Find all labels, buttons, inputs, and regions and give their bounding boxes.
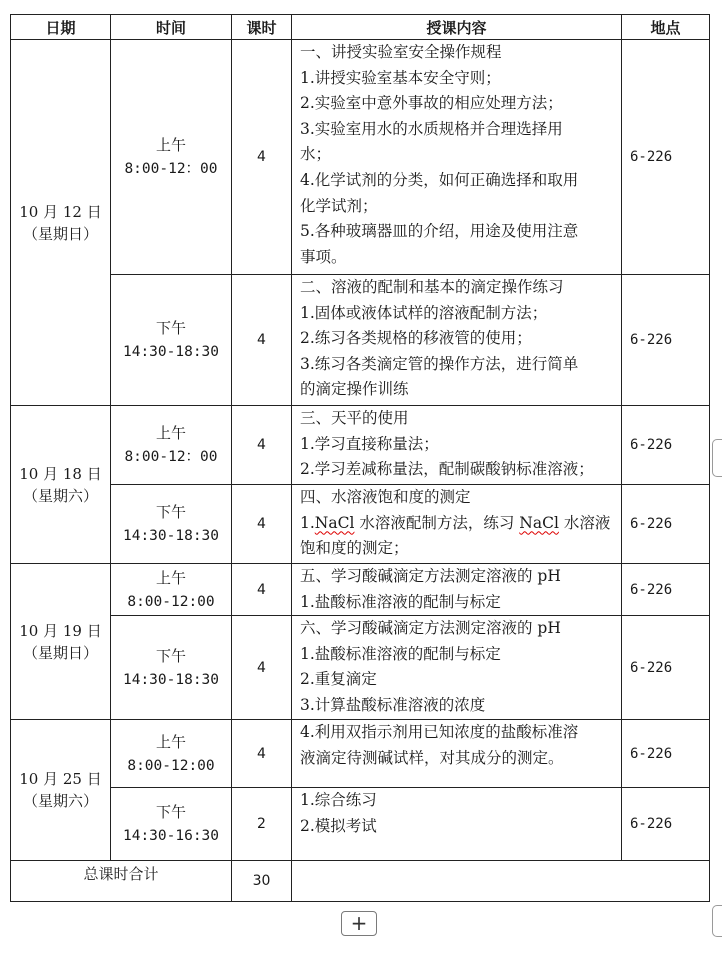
period-text: 下午 [155,646,186,665]
table-row [11,40,710,275]
hours-cell: 4 [232,485,292,564]
content-line: 1.NaCl 水溶液配制方法，练习 NaCl 水溶液 [300,513,611,532]
content-line: 饱和度的测定； [300,539,409,558]
add-row-button[interactable] [341,911,377,936]
location-cell: 6-226 [622,564,710,616]
content-line: 5.各种玻璃器皿的介绍，用途及使用注意 [300,222,579,241]
date-text: 10 月 25 日 [19,770,102,789]
date-cell [11,40,111,406]
location-cell: 6-226 [622,275,710,406]
table-row [11,788,710,861]
content-cell [292,564,622,616]
content-line: 化学试剂； [300,196,378,215]
period-text: 下午 [155,503,186,521]
clock-text: 8:00-12：00 [124,161,218,177]
weekday-text: （星期日） [22,643,98,662]
clock-text: 14:30-18:30 [122,671,220,688]
content-line: 一、讲授实验室安全操作规程 [300,43,502,61]
period-text: 上午 [155,732,186,751]
hours-cell: 4 [232,720,292,788]
table-row [11,406,710,485]
content-line: 三、天平的使用 [300,409,409,427]
header-time: 时间 [111,15,232,40]
total-hours: 30 [232,861,292,902]
hours-cell: 4 [232,406,292,485]
content-line: 2.重复滴定 [300,670,377,689]
total-label: 总课时合计 [11,861,232,902]
location-cell: 6-226 [622,616,710,720]
hours-cell: 4 [232,616,292,720]
location-cell: 6-226 [622,406,710,485]
content-line: 1.盐酸标准溶液的配制与标定 [300,592,501,611]
clock-text: 8:00-12:00 [127,593,215,610]
time-cell [111,406,232,485]
date-text: 10 月 12 日 [19,202,102,221]
content-cell [292,616,622,720]
content-cell [292,788,622,861]
right-edge-handle[interactable] [712,439,722,477]
header-content: 授课内容 [292,15,622,40]
date-cell [11,406,111,564]
content-line: 1.固体或液体试样的溶液配制方法； [300,303,548,322]
content-line: 的滴定操作训练 [300,380,409,399]
location-cell: 6-226 [622,788,710,861]
total-row [11,861,710,902]
location-cell: 6-226 [622,720,710,788]
clock-text: 8:00-12：00 [124,449,218,465]
schedule-table [10,14,710,902]
time-cell [111,564,232,616]
header-date: 日期 [11,15,111,40]
table-row [11,485,710,564]
date-cell [11,720,111,861]
spellcheck-underline: NaCl [519,513,559,532]
content-line: 1.综合练习 [300,791,377,810]
content-line: 六、学习酸碱滴定方法测定溶液的 pH [300,619,561,638]
content-line: 二、溶液的配制和基本的滴定操作练习 [300,278,564,296]
period-text: 下午 [155,319,186,337]
time-cell [111,788,232,861]
clock-text: 14:30-16:30 [122,828,220,845]
period-text: 上午 [155,424,186,442]
content-line: 3.练习各类滴定管的操作方法，进行简单 [300,354,579,373]
content-cell [292,40,622,275]
content-line: 1.讲授实验室基本安全守则； [300,68,501,87]
spellcheck-underline: NaCl [314,513,355,532]
time-cell [111,40,232,275]
hours-cell: 4 [232,564,292,616]
right-edge-handle-bottom[interactable] [712,905,722,937]
header-location: 地点 [622,15,710,40]
content-line: 1.学习直接称量法； [300,434,439,453]
clock-text: 8:00-12:00 [127,757,215,774]
content-line: 液滴定待测碱试样，对其成分的测定。 [300,748,564,767]
hours-cell: 2 [232,788,292,861]
weekday-text: （星期六） [22,792,98,811]
content-line: 2.实验室中意外事故的相应处理方法； [300,94,563,113]
time-cell [111,720,232,788]
hours-cell: 4 [232,40,292,275]
content-cell [292,406,622,485]
content-line: 2.练习各类规格的移液管的使用； [300,329,532,348]
clock-text: 14:30-18:30 [122,528,220,544]
content-line: 水； [300,145,332,164]
clock-text: 14:30-18:30 [122,344,220,360]
hours-cell: 4 [232,275,292,406]
content-cell [292,485,622,564]
content-line: 4.利用双指示剂用已知浓度的盐酸标准溶 [300,723,579,742]
content-line: 1.盐酸标准溶液的配制与标定 [300,644,501,663]
date-cell [11,564,111,720]
period-text: 下午 [155,803,186,822]
content-line: 五、学习酸碱滴定方法测定溶液的 pH [300,567,561,585]
content-line: 3.实验室用水的水质规格并合理选择用 [300,119,563,138]
time-cell [111,616,232,720]
content-cell [292,275,622,406]
table-row [11,564,710,616]
content-line: 四、水溶液饱和度的测定 [300,488,471,506]
time-cell [111,275,232,406]
table-row [11,275,710,406]
header-row [11,15,710,40]
location-cell: 6-226 [622,485,710,564]
date-text: 10 月 18 日 [19,464,102,483]
content-cell [292,720,622,788]
total-empty-cell [292,861,710,902]
content-line: 4.化学试剂的分类，如何正确选择和取用 [300,170,579,189]
weekday-text: （星期日） [22,224,98,243]
location-cell: 6-226 [622,40,710,275]
table-row [11,616,710,720]
weekday-text: （星期六） [22,486,98,505]
table-row [11,720,710,788]
period-text: 上午 [155,568,186,587]
time-cell [111,485,232,564]
content-line: 3.计算盐酸标准溶液的浓度 [300,695,486,714]
plus-icon: + [350,911,368,935]
date-text: 10 月 19 日 [19,621,102,640]
content-line: 2.模拟考试 [300,816,377,835]
content-line: 2.学习差减称量法，配制碳酸钠标准溶液； [300,460,594,479]
header-hours: 课时 [232,15,292,40]
content-line: 事项。 [300,247,347,266]
period-text: 上午 [155,136,186,154]
